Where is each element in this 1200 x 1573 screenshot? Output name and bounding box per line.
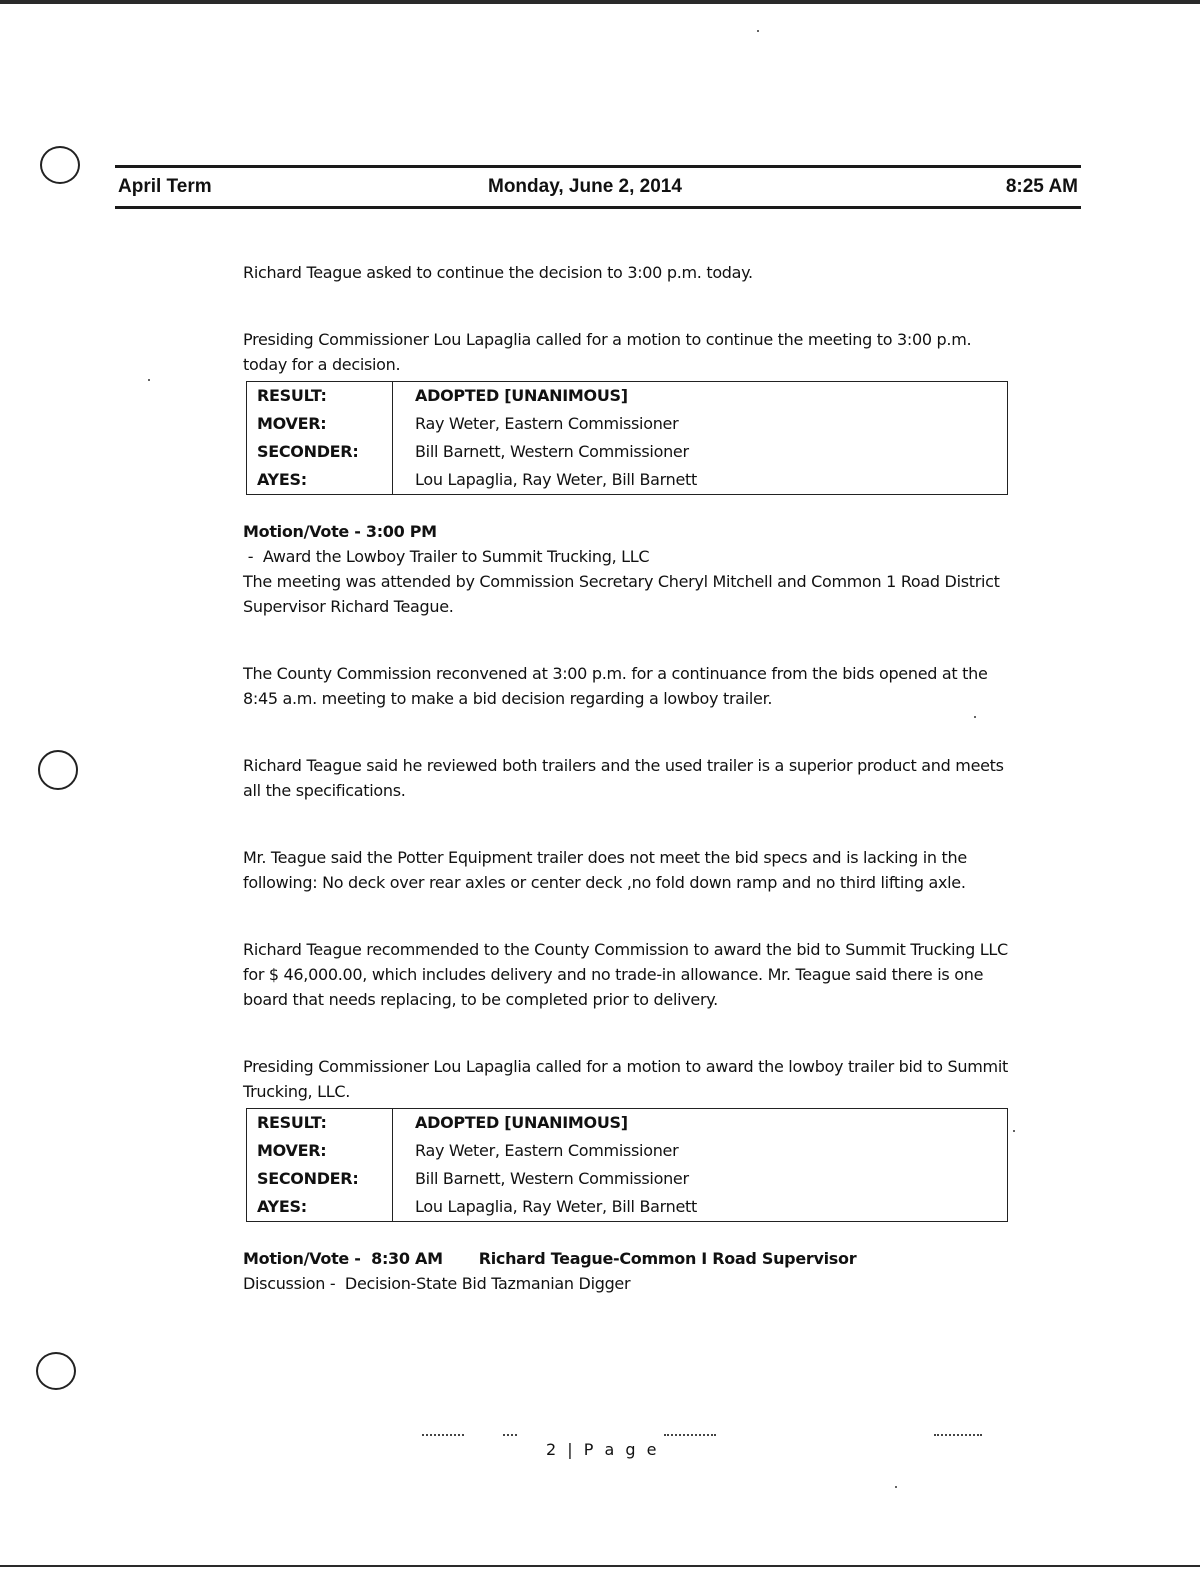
vote-table-1 bbox=[246, 381, 1008, 495]
table-row bbox=[247, 1165, 1008, 1193]
paragraph: The County Commission reconvened at 3:00 p.m. for a continuance from the bids opened at the 8:45 a.m. meeting to make a bid decision regarding a lowboy trailer. bbox=[243, 664, 988, 708]
term-label: April Term bbox=[118, 176, 212, 197]
paragraph: Richard Teague said he reviewed both trailers and the used trailer is a superior product and meets all the specifications. bbox=[243, 756, 1004, 800]
scan-speck bbox=[1013, 1130, 1015, 1132]
scan-dots bbox=[503, 1434, 517, 1438]
motion-heading-2 bbox=[243, 1246, 1013, 1271]
header-rule-top bbox=[115, 165, 1081, 168]
vote-value: ADOPTED [UNANIMOUS] bbox=[415, 1113, 628, 1132]
table-row bbox=[247, 466, 1008, 495]
vote-value: ADOPTED [UNANIMOUS] bbox=[415, 386, 628, 405]
vote-value: Ray Weter, Eastern Commissioner bbox=[415, 1141, 679, 1160]
paragraph: Richard Teague recommended to the County Commission to award the bid to Summit Trucking LLC for $ 46,000.00, which includes delivery and no trade-in allowance. Mr. Teague said there is one board that needs replacing, to be completed prior to delivery. bbox=[243, 940, 1008, 1009]
paragraph: Presiding Commissioner Lou Lapaglia called for a motion to continue the meeting to 3:00 p.m. today for a decision. bbox=[243, 330, 972, 374]
motion-subtitle: - Award the Lowboy Trailer to Summit Trucking, LLC bbox=[243, 547, 650, 566]
paragraph: Mr. Teague said the Potter Equipment trailer does not meet the bid specs and is lacking in the following: No deck over rear axles or center deck ,no fold down ramp and no third lifting axle. bbox=[243, 848, 967, 892]
header-rule-bottom bbox=[115, 206, 1081, 209]
discussion-text: Discussion - Decision-State Bid Tazmanian Digger bbox=[243, 1274, 631, 1293]
table-row bbox=[247, 438, 1008, 466]
table-row bbox=[247, 1193, 1008, 1222]
scan-dots bbox=[934, 1434, 982, 1438]
motion-heading: Motion/Vote - 3:00 PM bbox=[243, 522, 437, 541]
vote-label: MOVER: bbox=[247, 1137, 393, 1165]
vote-value: Bill Barnett, Western Commissioner bbox=[415, 442, 689, 461]
page-header bbox=[118, 173, 1078, 201]
meeting-date: Monday, June 2, 2014 bbox=[488, 176, 682, 197]
scan-speck bbox=[148, 379, 150, 381]
motion-presenter: Richard Teague-Common I Road Supervisor bbox=[478, 1249, 857, 1268]
scan-border-bottom bbox=[0, 1565, 1200, 1567]
minutes-body bbox=[243, 260, 1013, 1296]
scan-border-top bbox=[0, 0, 1200, 4]
vote-value: Lou Lapaglia, Ray Weter, Bill Barnett bbox=[415, 470, 697, 489]
scan-speck bbox=[895, 1486, 897, 1488]
table-row bbox=[247, 382, 1008, 411]
paragraph: Presiding Commissioner Lou Lapaglia called for a motion to award the lowboy trailer bid to Summit Trucking, LLC. bbox=[243, 1057, 1008, 1101]
paragraph: Richard Teague asked to continue the decision to 3:00 p.m. today. bbox=[243, 263, 753, 282]
vote-value: Bill Barnett, Western Commissioner bbox=[415, 1169, 689, 1188]
binder-hole-middle bbox=[38, 750, 78, 790]
vote-value: Ray Weter, Eastern Commissioner bbox=[415, 414, 679, 433]
vote-label: RESULT: bbox=[247, 382, 393, 411]
scan-dots bbox=[664, 1434, 716, 1438]
attendance-text: The meeting was attended by Commission Secretary Cheryl Mitchell and Common 1 Road District Supervisor Richard Teague. bbox=[243, 572, 1000, 616]
vote-label: SECONDER: bbox=[247, 1165, 393, 1193]
page-number: 2 | P a g e bbox=[546, 1440, 660, 1459]
vote-value: Lou Lapaglia, Ray Weter, Bill Barnett bbox=[415, 1197, 697, 1216]
motion-time: Motion/Vote - 8:30 AM bbox=[243, 1249, 443, 1268]
scan-speck bbox=[757, 30, 759, 32]
vote-label: AYES: bbox=[247, 1193, 393, 1222]
binder-hole-top bbox=[40, 146, 80, 184]
vote-table-2 bbox=[246, 1108, 1008, 1222]
meeting-time: 8:25 AM bbox=[1005, 176, 1078, 197]
table-row bbox=[247, 1109, 1008, 1138]
table-row bbox=[247, 1137, 1008, 1165]
binder-hole-bottom bbox=[36, 1352, 76, 1390]
vote-label: AYES: bbox=[247, 466, 393, 495]
vote-label: RESULT: bbox=[247, 1109, 393, 1138]
scan-dots bbox=[422, 1434, 464, 1438]
vote-label: MOVER: bbox=[247, 410, 393, 438]
table-row bbox=[247, 410, 1008, 438]
vote-label: SECONDER: bbox=[247, 438, 393, 466]
